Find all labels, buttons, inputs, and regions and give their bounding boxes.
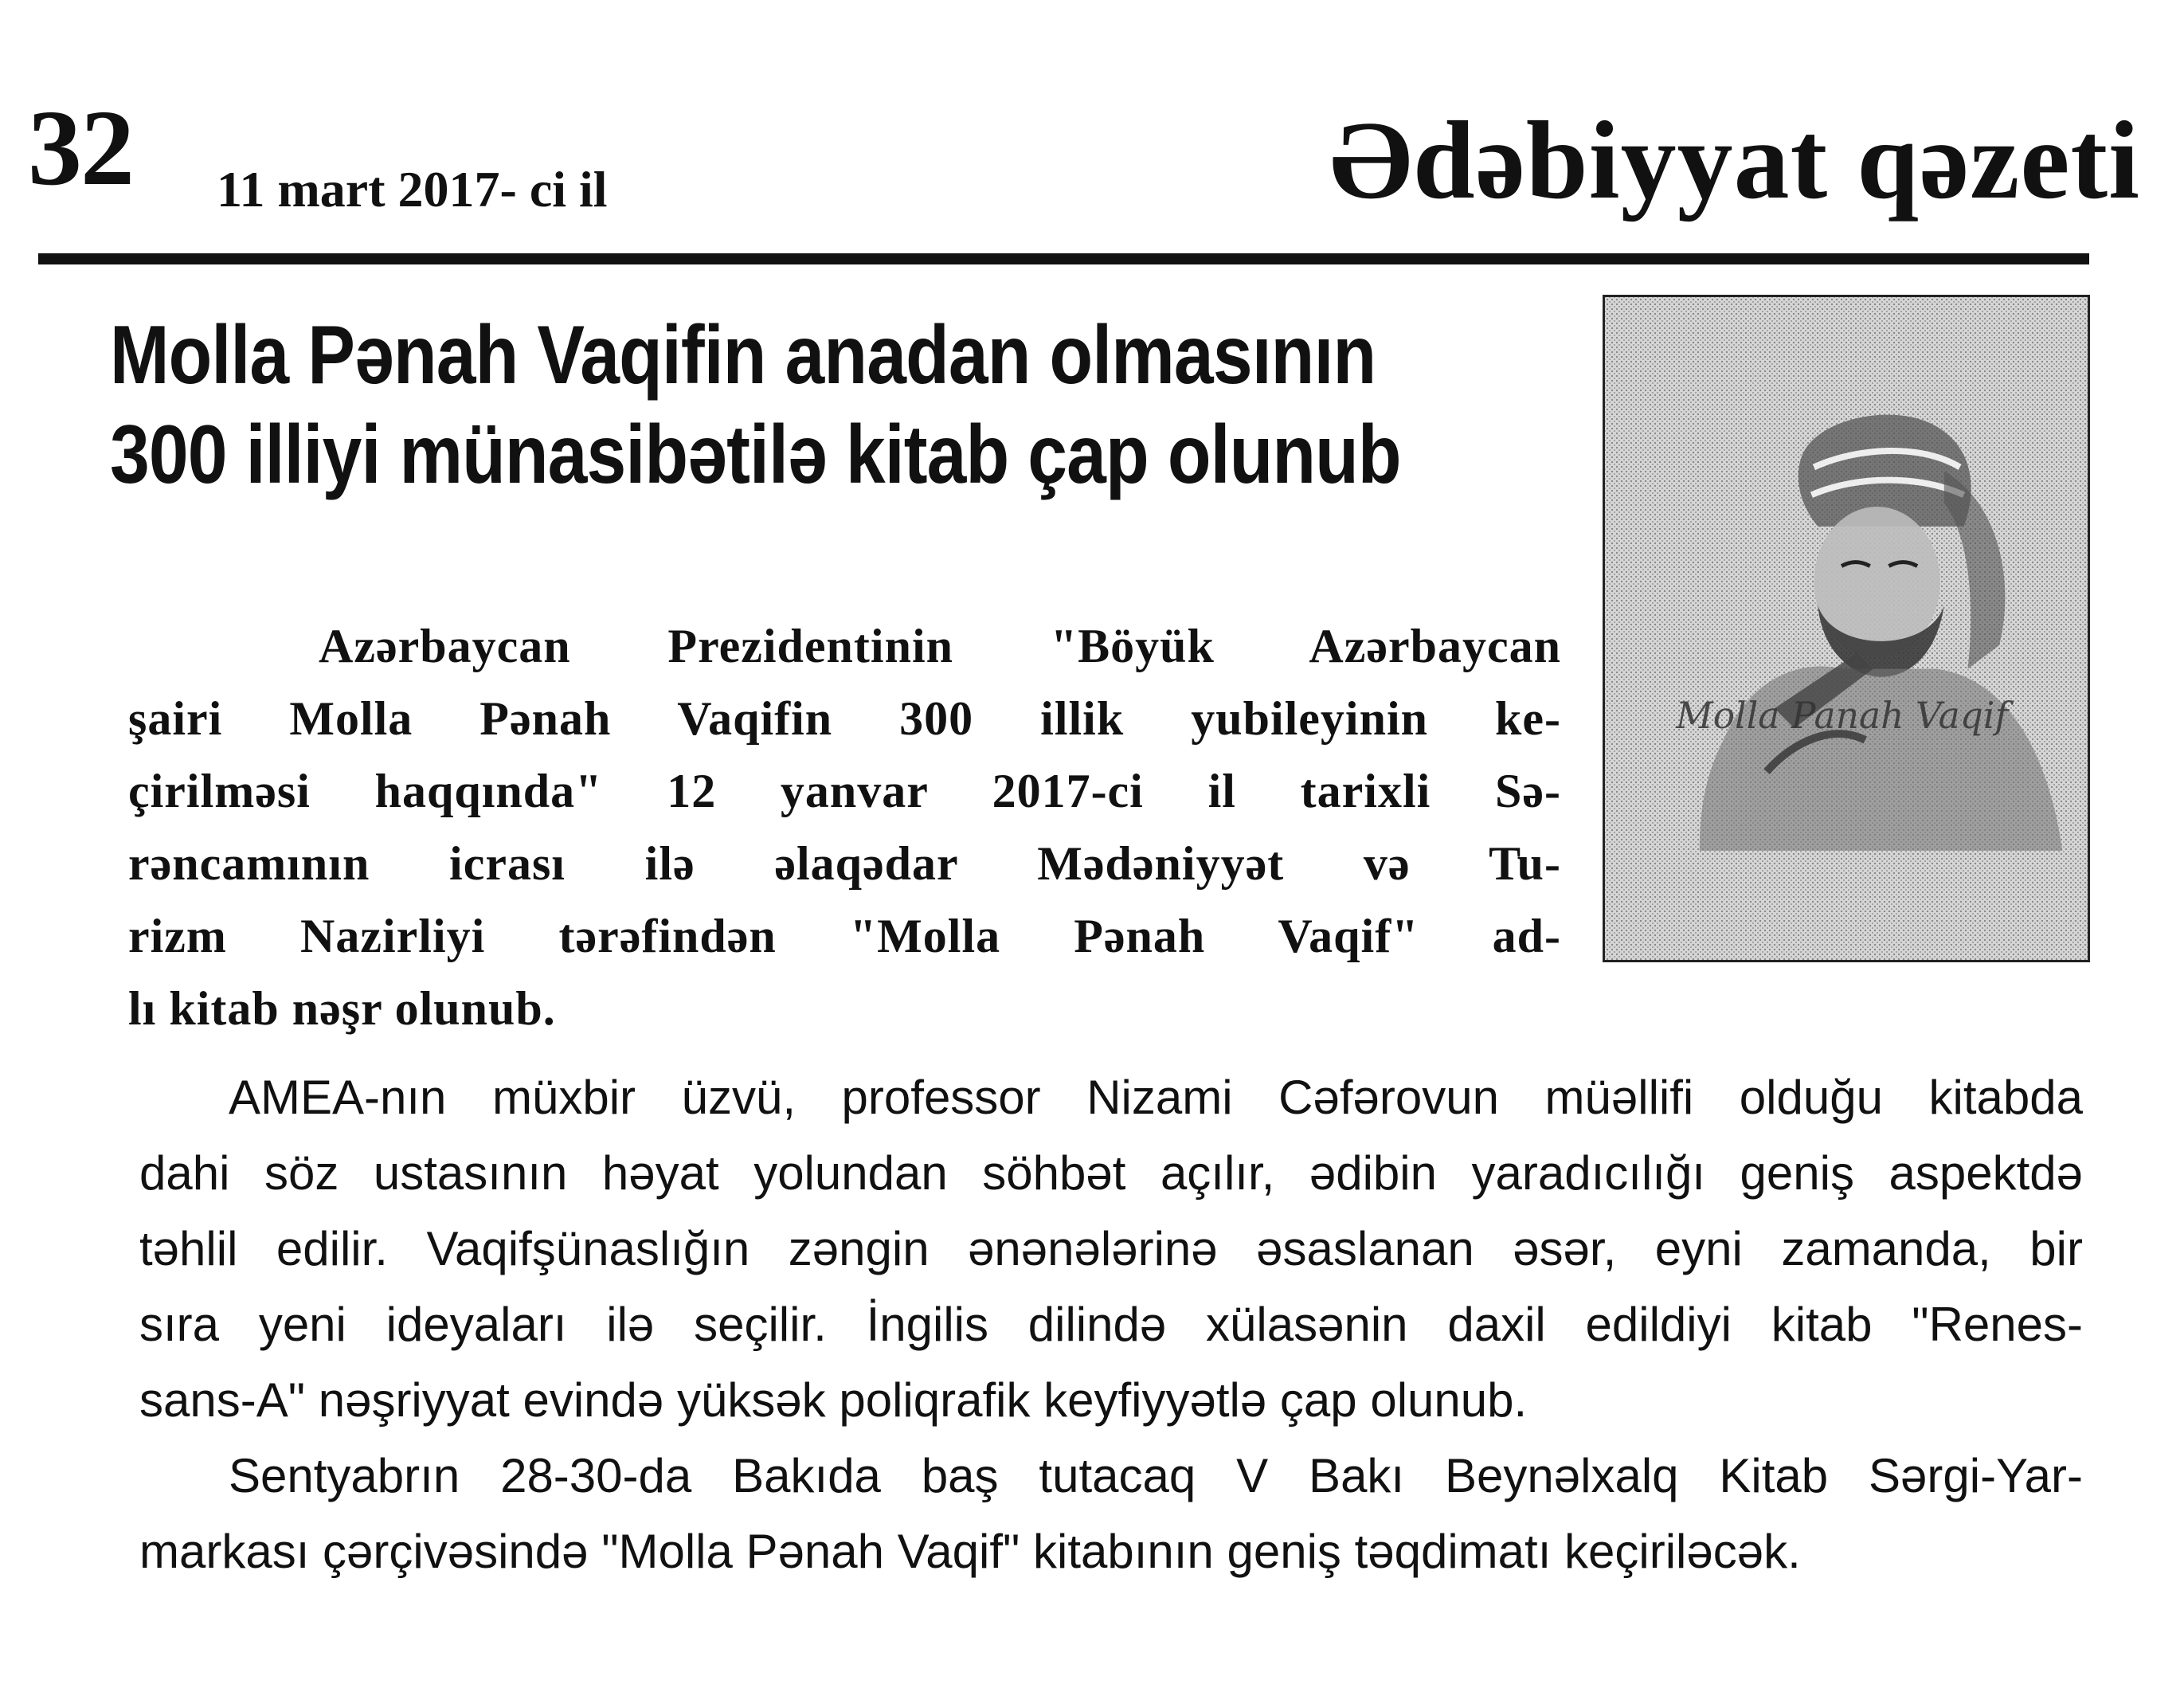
- body-line-text: Sentyabrın 28-30-da Bakıda baş tutacaq V Bakı Beynəlxalq Kitab Sərgi-Yar-: [229, 1449, 2083, 1502]
- article-headline: [110, 306, 1401, 505]
- body-line: sans-A" nəşriyyat evində yüksək poliqrafik keyfiyyətlə çap olunub.: [139, 1373, 1528, 1427]
- lead-line: [227, 610, 1561, 683]
- body-line: sıra yeni ideyaları ilə seçilir. İngilis dilində xülasənin daxil edildiyi kitab "Renes-: [139, 1298, 2083, 1351]
- poet-portrait-illustration: [1605, 297, 2088, 960]
- body-line: təhlil edilir. Vaqifşünaslığın zəngin ənənələrinə əsaslanan əsər, eyni zamanda, bir: [139, 1222, 2083, 1275]
- body-line: [139, 1438, 2083, 1514]
- newspaper-masthead: Ədəbiyyat qəzeti: [1329, 99, 2140, 222]
- page-number: 32: [28, 88, 133, 208]
- portrait-signature: Molla Panah Vaqif: [1676, 695, 2009, 738]
- header-rule: [38, 253, 2089, 264]
- issue-date: 11 mart 2017- ci il: [217, 161, 608, 217]
- body-line-text: AMEA-nın müxbir üzvü, professor Nizami Cəfərovun müəllifi olduğu kitabda: [229, 1071, 2083, 1124]
- lead-line-text: Azərbaycan Prezidentinin "Böyük Azərbaycan: [319, 620, 1561, 672]
- body-line: markası çərçivəsində "Molla Pənah Vaqif" kitabının geniş təqdimatı keçiriləcək.: [139, 1525, 1801, 1578]
- lead-line: rəncamının icrası ilə əlaqədar Mədəniyyət və Tu-: [128, 837, 1561, 890]
- article-lead: [128, 610, 1561, 1045]
- body-line: dahi söz ustasının həyat yolundan söhbət açılır, ədibin yaradıcılığı geniş aspektdə: [139, 1146, 2083, 1200]
- headline-line-1: Molla Pənah Vaqifin anadan olmasının: [110, 309, 1376, 401]
- headline-line-2: 300 illiyi münasibətilə kitab çap olunub: [110, 408, 1401, 501]
- article-body: [139, 1059, 2083, 1589]
- portrait-image: [1603, 295, 2090, 962]
- lead-line: lı kitab nəşr olunub.: [128, 982, 556, 1035]
- lead-line: şairi Molla Pənah Vaqifin 300 illik yubileyinin ke-: [128, 692, 1561, 745]
- lead-line: çirilməsi haqqında" 12 yanvar 2017-ci il tarixli Sə-: [128, 765, 1561, 817]
- body-line: [139, 1059, 2083, 1135]
- lead-line: rizm Nazirliyi tərəfindən "Molla Pənah Vaqif" ad-: [128, 910, 1561, 962]
